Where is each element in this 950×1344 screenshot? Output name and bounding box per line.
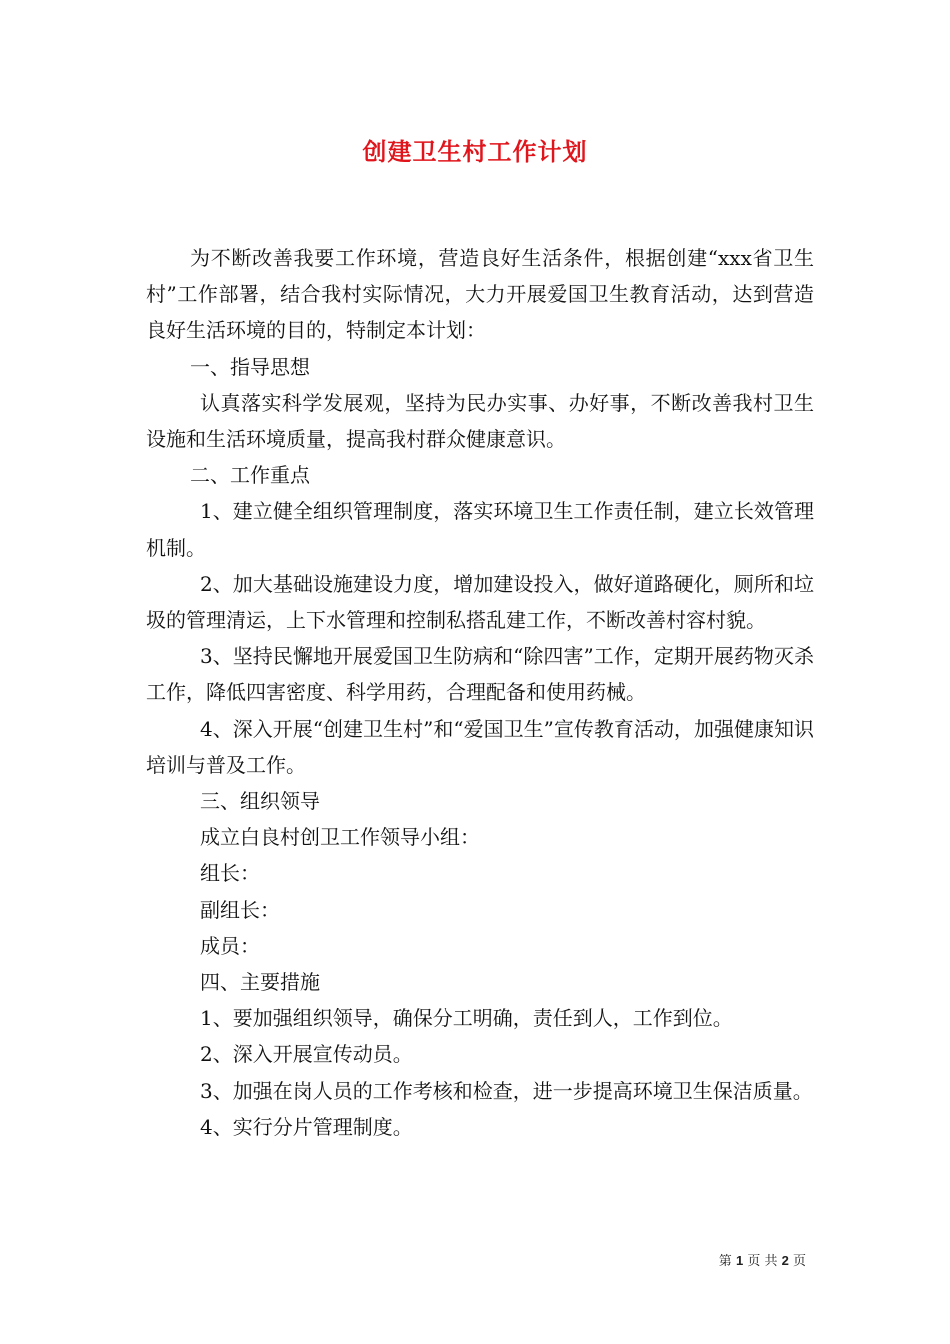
section-heading-guiding-thought: 一、指导思想 xyxy=(190,354,310,379)
group-leader-line: 组长： xyxy=(200,861,260,886)
measure-item-1: 1、要加强组织领导，确保分工明确，责任到人，工作到位。 xyxy=(200,1006,733,1031)
document-title: 创建卫生村工作计划 xyxy=(362,137,588,166)
members-line: 成员： xyxy=(200,933,260,958)
work-focus-item-4: 4、深入开展“创建卫生村”和“爱国卫生”宣传教育活动，加强健康知识培训与普及工作。 xyxy=(146,716,814,777)
intro-paragraph: 为不断改善我要工作环境，营造良好生活条件，根据创建“xxx省卫生村”工作部署，结合我村实际情况，大力开展爱国卫生教育活动，达到营造良好生活环境的目的，特制定本计划： xyxy=(146,246,814,343)
measure-item-2: 2、深入开展宣传动员。 xyxy=(200,1042,413,1067)
organization-group-line: 成立白良村创卫工作领导小组： xyxy=(200,825,480,850)
document-body xyxy=(146,240,814,1145)
footer-current-page: 1 xyxy=(735,1253,744,1268)
page-footer xyxy=(0,1250,806,1269)
guiding-thought-paragraph: 认真落实科学发展观，坚持为民办实事、办好事，不断改善我村卫生设施和生活环境质量，提高我村群众健康意识。 xyxy=(146,390,814,452)
section-heading-work-focus: 二、工作重点 xyxy=(190,463,310,488)
measure-item-4: 4、实行分片管理制度。 xyxy=(200,1114,413,1139)
section-heading-organization: 三、组织领导 xyxy=(200,789,320,814)
footer-middle: 页 共 xyxy=(747,1254,778,1269)
measure-item-3: 3、加强在岗人员的工作考核和检查，进一步提高环境卫生保洁质量。 xyxy=(200,1078,813,1103)
work-focus-item-3: 3、坚持民懈地开展爱国卫生防病和“除四害”工作，定期开展药物灭杀工作，降低四害密度、科学用药，合理配备和使用药械。 xyxy=(146,644,814,705)
deputy-leader-line: 副组长： xyxy=(200,897,280,922)
footer-total-pages: 2 xyxy=(781,1253,789,1268)
section-heading-main-measures: 四、主要措施 xyxy=(200,970,320,995)
work-focus-item-2: 2、加大基础设施建设力度，增加建设投入，做好道路硬化，厕所和垃圾的管理清运，上下水管理和控制私搭乱建工作，不断改善村容村貌。 xyxy=(146,571,814,633)
footer-suffix: 页 xyxy=(792,1254,806,1269)
work-focus-item-1: 1、建立健全组织管理制度，落实环境卫生工作责任制，建立长效管理机制。 xyxy=(146,499,814,560)
footer-prefix: 第 xyxy=(718,1254,732,1269)
